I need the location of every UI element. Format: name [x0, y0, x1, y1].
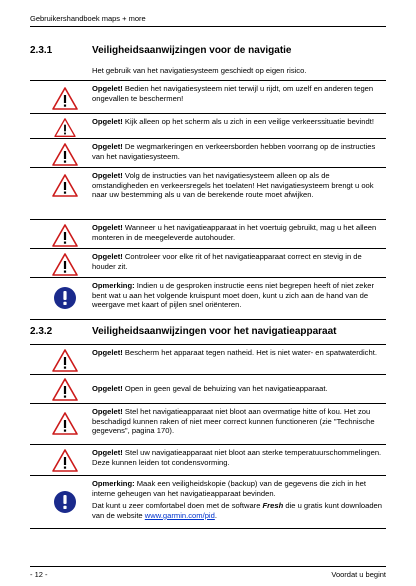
section-intro: Het gebruik van het navigatiesysteem geschiedt op eigen risico. — [92, 66, 307, 75]
warning-triangle-icon — [52, 174, 78, 198]
note-text: Opgelet! Bescherm het apparaat tegen natheid. Het is niet water- en spatwaterdicht. — [92, 348, 377, 357]
page-number: - 12 - — [30, 570, 48, 579]
warning-triangle-icon — [52, 378, 78, 402]
info-exclamation-icon — [53, 490, 77, 514]
garmin-link[interactable]: www.garmin.com/pid — [144, 510, 215, 520]
note-text: Opgelet! De wegmarkeringen en verkeersborden hebben voorrang op de instructies van het navigatiesysteem. — [92, 142, 376, 161]
warning-triangle-icon — [52, 87, 78, 111]
chapter-name: Voordat u begint — [331, 570, 386, 579]
section-number: 2.3.1 — [30, 45, 53, 56]
note-row — [30, 475, 386, 529]
note-row — [30, 374, 386, 404]
note-row — [30, 167, 386, 220]
warning-triangle-icon — [52, 449, 78, 473]
note-text: Opgelet! Controleer voor elke rit of het navigatieapparaat correct en stevig in de houder zit. — [92, 252, 362, 271]
note-row — [30, 403, 386, 445]
warning-triangle-icon — [52, 349, 78, 373]
note-row — [30, 113, 386, 139]
note-row — [30, 248, 386, 278]
note-text: Opgelet! Bedien het navigatiesysteem niet terwijl u rijdt, om uzelf en anderen tegen ongevallen te beschermen! — [92, 84, 374, 103]
note-text: Opmerking: Maak een veiligheidskopie (backup) van de gegevens die zich in het interne geheugen van het navigatieapparaat bevinden. Dat kunt u zeer comfortabel doen met de software Fresh die u gratis kunt downloaden van de website www.garmin.com/pid. — [92, 479, 383, 520]
note-row — [30, 80, 386, 114]
note-text: Opgelet! Wanneer u het navigatieapparaat in het voertuig gebruikt, mag u het alleen monteren in de meegeleverde autohouder. — [92, 223, 377, 242]
section-heading: Veiligheidsaanwijzingen voor de navigatie — [92, 45, 292, 56]
note-text: Opgelet! Stel uw navigatieapparaat niet bloot aan sterke temperatuurschommelingen. Deze kunnen leiden tot condensvorming. — [92, 448, 382, 467]
page-header — [30, 14, 386, 27]
warning-triangle-icon — [52, 118, 78, 138]
warning-triangle-icon — [52, 253, 78, 277]
section-title-231 — [30, 45, 292, 56]
note-text: Opgelet! Volg de instructies van het navigatiesysteem alleen op als de omstandigheden en verkeersregels het toelaten! Het navigatiesysteem brengt u ook naar uw bestemming als u van de berekende route moet afwijken. — [92, 171, 374, 200]
note-text: Opgelet! Stel het navigatieapparaat niet bloot aan overmatige hitte of kou. Het zou beschadigd kunnen raken of niet meer correct kunnen functioneren (zie "Technische gegevens", pagina 170). — [92, 407, 375, 436]
note-row — [30, 219, 386, 249]
warning-triangle-icon — [52, 143, 78, 167]
note-text: Opgelet! Open in geen geval de behuizing van het navigatieapparaat. — [92, 384, 328, 393]
header-title: Gebruikershandboek maps + more — [30, 14, 146, 23]
warning-triangle-icon — [52, 224, 78, 248]
note-row — [30, 138, 386, 168]
page-footer — [30, 566, 386, 579]
warning-triangle-icon — [52, 412, 78, 436]
note-text: Opmerking: Indien u de gesproken instructie eens niet begrepen heeft of niet zeker bent wat u aan het volgende kruispunt moet doen, kunt u zich aan de hand van de weergave met kaart of pijlen snel oriënteren. — [92, 281, 374, 310]
note-text: Opgelet! Kijk alleen op het scherm als u zich in een veilige verkeerssituatie bevindt! — [92, 117, 374, 126]
section-number: 2.3.2 — [30, 326, 53, 337]
info-exclamation-icon — [53, 286, 77, 310]
section-heading: Veiligheidsaanwijzingen voor het navigatieapparaat — [92, 326, 337, 337]
note-row — [30, 277, 386, 320]
note-row — [30, 344, 386, 375]
section-title-232 — [30, 326, 337, 337]
note-row — [30, 444, 386, 476]
